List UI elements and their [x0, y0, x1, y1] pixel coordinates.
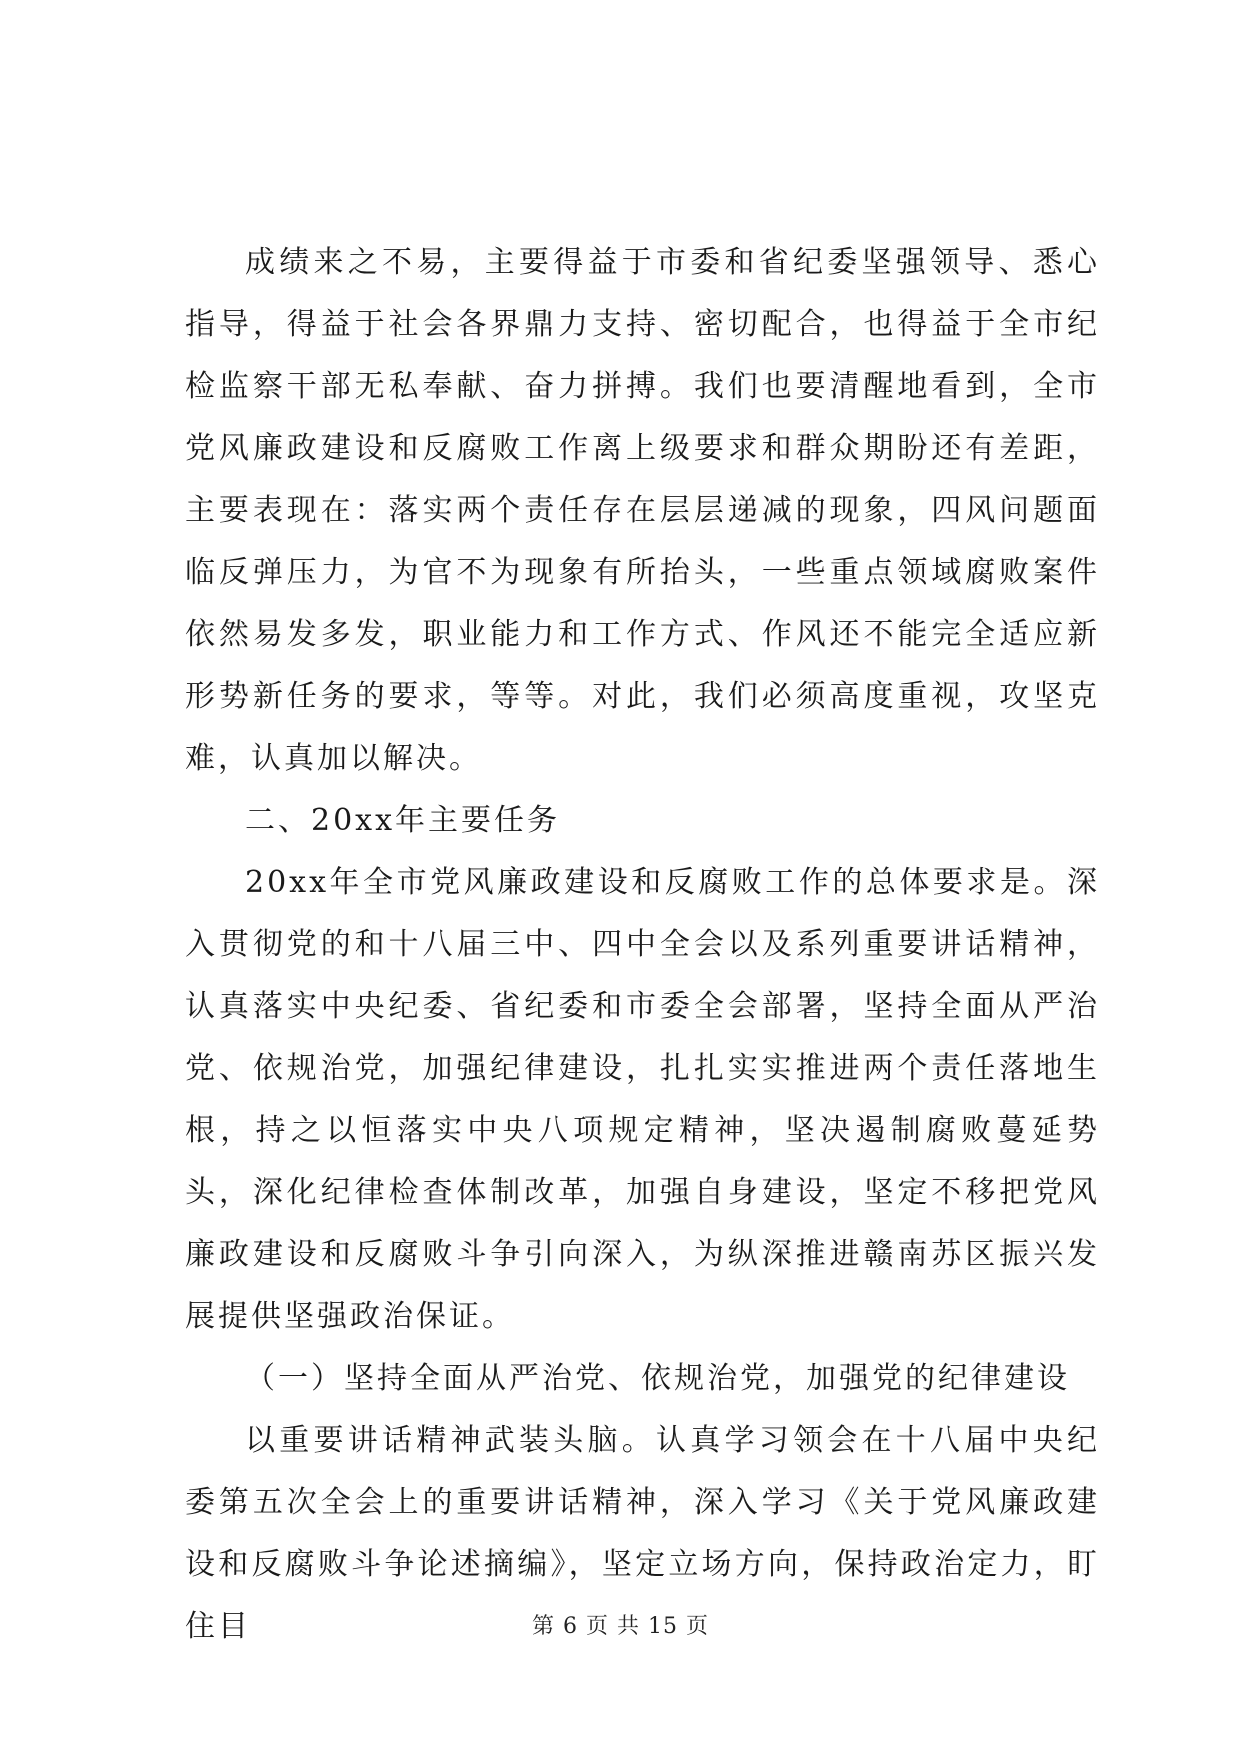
section-heading-main-tasks: 二、20xx年主要任务 — [245, 803, 561, 838]
document-body — [185, 232, 1100, 1658]
paragraph-achievements: 成绩来之不易，主要得益于市委和省纪委坚强领导、悉心指导，得益于社会各界鼎力支持、密切配合，也得益于全市纪检监察干部无私奉献、奋力拼搏。我们也要清醒地看到，全市党风廉政建设和反腐败工作离上级要求和群众期盼还有差距，主要表现在：落实两个责任存在层层递减的现象，四风问题面临反弹压力，为官不为现象有所抬头，一些重点领域腐败案件依然易发多发，职业能力和工作方式、作风还不能完全适应新形势新任务的要求，等等。对此，我们必须高度重视，攻坚克难，认真加以解决。 — [185, 245, 1100, 776]
paragraph-general-requirements: 20xx年全市党风廉政建设和反腐败工作的总体要求是。深入贯彻党的和十八届三中、四中全会以及系列重要讲话精神，认真落实中央纪委、省纪委和市委全会部署，坚持全面从严治党、依规治党，加强纪律建设，扎扎实实推进两个责任落地生根，持之以恒落实中央八项规定精神，坚决遏制腐败蔓延势头，深化纪律检查体制改革，加强自身建设，坚定不移把党风廉政建设和反腐败斗争引向深入，为纵深推进赣南苏区振兴发展提供坚强政治保证。 — [185, 865, 1100, 1334]
subsection-heading-discipline: （一）坚持全面从严治党、依规治党，加强党的纪律建设 — [245, 1361, 1070, 1396]
page-number: 第 6 页 共 15 页 — [532, 1614, 709, 1639]
paragraph-speech-study: 以重要讲话精神武装头脑。认真学习领会在十八届中央纪委第五次全会上的重要讲话精神，深入学习《关于党风廉政建设和反腐败斗争论述摘编》，坚定立场方向，保持政治定力，盯住目 — [185, 1423, 1100, 1644]
page-footer — [0, 1609, 1241, 1640]
